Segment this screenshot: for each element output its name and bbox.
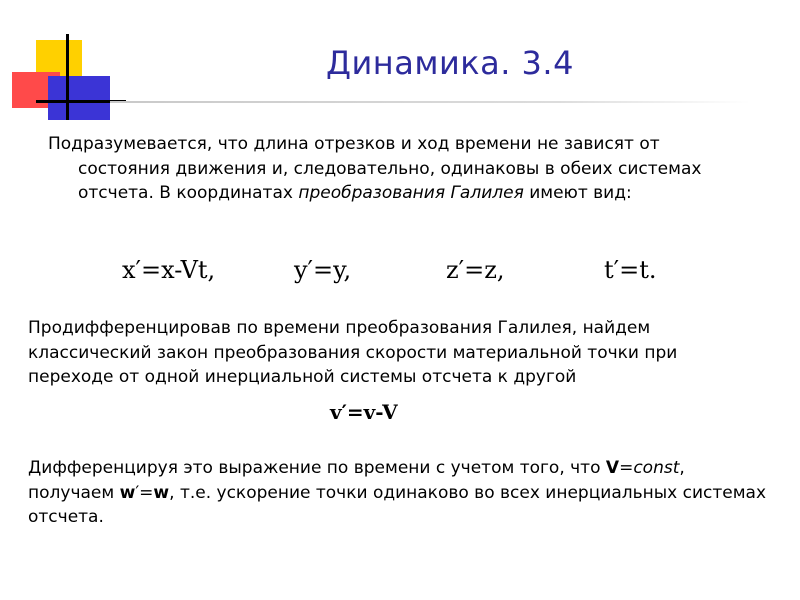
intro-emphasis: преобразования Галилея — [298, 183, 524, 203]
formula-y: y′=y, — [294, 256, 352, 284]
logo-blue-square — [48, 76, 110, 120]
accel-w1: w — [119, 482, 136, 503]
title-underline — [110, 101, 750, 103]
accel-w2: w — [153, 482, 170, 503]
accel-eq: = — [619, 458, 634, 478]
paragraph-velocity: Продифференцировав по времени преобразования Галилея, найдем классический закон преобразования скорости материальной точки при переходе от одной инерциальной системы отсчета к другой — [28, 318, 678, 387]
page-title: Динамика. 3.4 — [326, 44, 574, 82]
accel-V: V — [605, 458, 620, 478]
formula-velocity: v′=v-V — [330, 400, 398, 424]
formula-t: t′=t. — [604, 256, 657, 284]
accel-text-1: Дифференцируя это выражение по времени с учетом того, что — [28, 458, 606, 478]
intro-text-after: имеют вид: — [523, 183, 632, 203]
accel-prime-eq: ′= — [135, 482, 154, 503]
intro-text-before: Подразумевается, что длина отрезков и ход времени не зависят от состояния движения и, следовательно, одинаковы в обеих системах отсчета. В координатах — [48, 134, 702, 203]
galileo-formula-row — [0, 256, 800, 286]
slide-logo — [0, 0, 120, 120]
paragraph-acceleration — [28, 456, 768, 530]
logo-vertical-line — [66, 34, 69, 120]
formula-x: x′=x-Vt, — [122, 256, 216, 284]
accel-text-3: , т.е. ускорение точки одинаково во всех инерциальных системах отсчета. — [28, 482, 767, 527]
accel-const: const — [633, 458, 680, 478]
formula-z: z′=z, — [446, 256, 505, 284]
paragraph-intro — [48, 132, 748, 206]
paragraph-intro-text — [48, 132, 748, 206]
accel-text-2: , получаем — [28, 458, 685, 503]
